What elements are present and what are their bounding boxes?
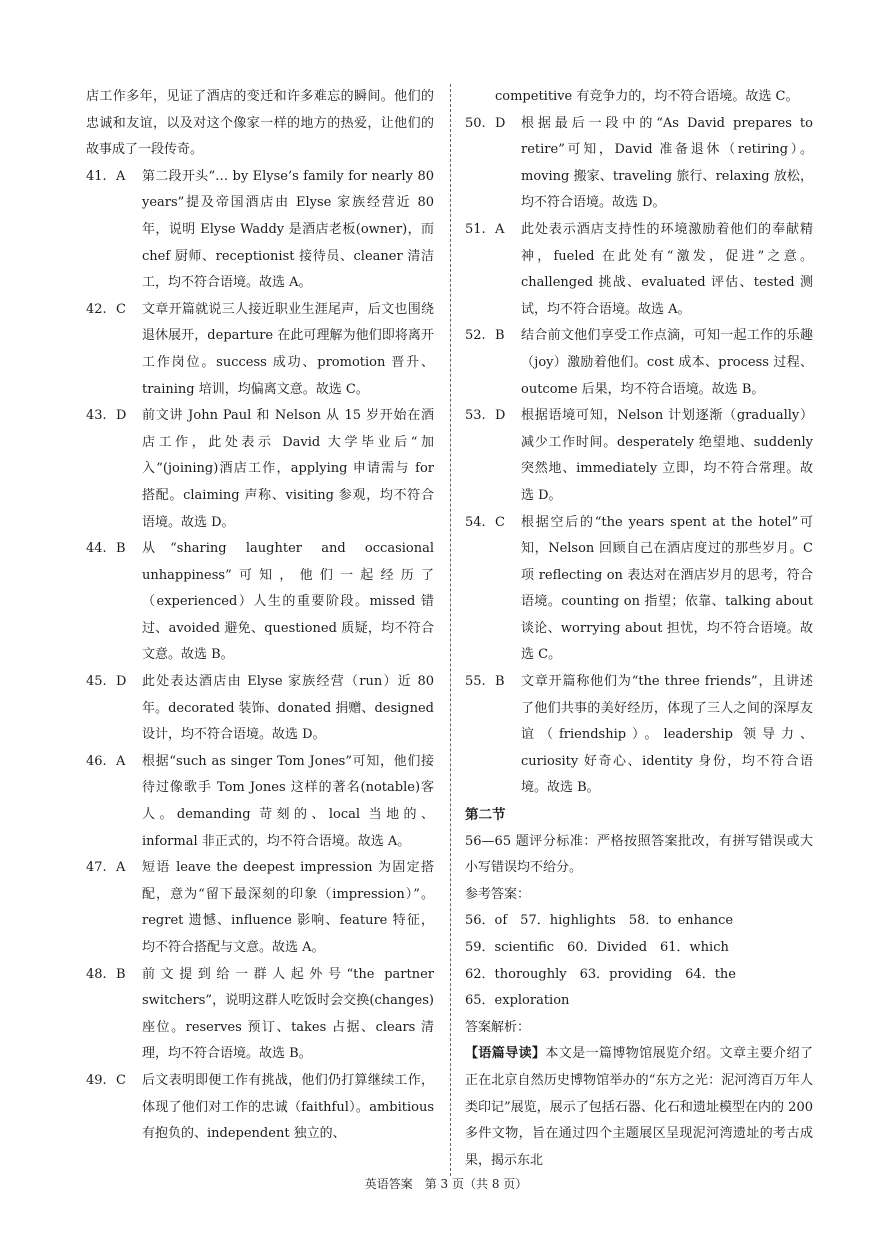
column-divider [450,84,451,1176]
item-number: 45. [86,674,107,690]
item-number: 53. [465,408,486,424]
item-number: 47. [86,860,107,876]
item-answer: B [495,674,505,690]
item-answer: B [495,328,505,344]
answer-item-41 [86,164,434,297]
page-footer: 英语答案 第 3 页（共 8 页） [364,1177,528,1191]
answer-item-53 [465,403,813,509]
answer-item-54 [465,510,813,670]
intro-paragraph: 店工作多年，见证了酒店的变迁和许多难忘的瞬间。他们的忠诚和友谊，以及对这个像家一样的地方的热爱，让他们的故事成了一段传奇。 [86,89,434,158]
right-column [465,84,813,1174]
passage-guide [465,1041,813,1174]
answer-row: 62．thoroughly 63．providing 64．the [465,966,736,982]
passage-guide-label: 【语篇导读】 [465,1046,546,1062]
item-explanation: 此处表示酒店支持性的环境激励着他们的奉献精神，fueled 在此处有“激发，促进”之意。challenged 挑战、evaluated 评估、tested 测试，均不符合语境。故选 A。 [521,221,813,317]
item-number: 48. [86,966,107,982]
item-answer: D [495,115,506,131]
item-number: 46. [86,753,107,769]
item-number: 43. [86,408,107,424]
left-column [86,84,434,1148]
item-explanation-continued: competitive 有竞争力的，均不符合语境。故选 C。 [495,89,799,104]
answer-row: 56．of 57．highlights 58．to enhance [465,913,734,929]
item-number: 42. [86,301,107,317]
item-answer: A [116,753,126,769]
item-answer: C [116,1072,126,1088]
answer-item-46 [86,749,434,855]
item-number: 55. [465,674,486,690]
item-explanation: 结合前文他们享受工作点滴，可知一起工作的乐趣（joy）激励着他们。cost 成本、process 过程、outcome 后果，均不符合语境。故选 B。 [521,328,813,397]
passage-guide-text: 本文是一篇博物馆展览介绍。文章主要介绍了正在北京自然历史博物馆举办的“东方之光：泥河湾百万年人类印记”展览，展示了包括石器、化石和遗址模型在内的 200 多件文物，旨在通过四个主题展区呈现泥河湾遗址的考古成果，揭示东北 [465,1046,813,1168]
item-explanation: 从“sharing laughter and occasional unhappiness”可知，他们一起经历了（experienced）人生的重要阶段。missed 错过、avoided 避免、questioned 质疑，均不符合文意。故选 B。 [142,541,434,663]
item-answer: C [495,514,505,530]
item-explanation: 第二段开头“… by Elyse’s family for nearly 80 years”提及帝国酒店由 Elyse 家族经营近 80 年，说明 Elyse Waddy 是酒店老板(owner)，而 chef 厨师、receptionist 接待员、cleaner 清洁工，均不符合语境。故选 A。 [142,168,434,291]
item-number: 44. [86,541,107,557]
answer-row: 65．exploration [465,993,570,1009]
answer-item-48 [86,962,434,1068]
item-answer: A [116,168,126,184]
answer-item-52 [465,323,813,403]
item-answer: D [116,674,127,690]
item-number: 51. [465,221,486,237]
answer-item-43 [86,403,434,536]
answer-item-51 [465,217,813,323]
item-explanation: 文章开篇称他们为“the three friends”，且讲述了他们共事的美好经历，体现了三人之间的深厚友谊（friendship）。leadership 领导力、curiosity 好奇心、identity 身份，均不符合语境。故选 B。 [521,674,813,796]
item-number: 49. [86,1072,107,1088]
answer-item-44 [86,536,434,669]
item-explanation: 前文讲 John Paul 和 Nelson 从 15 岁开始在酒店工作，此处表示 David 大学毕业后“加入”(joining)酒店工作，applying 申请需与 for 搭配。claiming 声称、visiting 参观，均不符合语境。故选 D。 [142,408,434,530]
item-answer: A [495,221,505,237]
answer-item-47 [86,855,434,961]
item-explanation: 短语 leave the deepest impression 为固定搭配，意为“留下最深刻的印象（impression）”。regret 遗憾、influence 影响、feature 特征，均不符合搭配与文意。故选 A。 [142,860,434,955]
item-explanation: 文章开篇就说三人接近职业生涯尾声，后文也围绕退休展开，departure 在此可理解为他们即将离开工作岗位。success 成功、promotion 晋升、training 培训，均偏离文意。故选 C。 [142,301,434,397]
answer-item-49-continued [465,84,813,111]
item-answer: B [116,966,126,982]
item-number: 52. [465,328,486,344]
item-answer: D [495,408,506,424]
answer-item-55 [465,669,813,802]
item-answer: B [116,541,126,557]
answer-item-49 [86,1068,434,1148]
item-number: 54. [465,514,486,530]
item-explanation: 根据“such as singer Tom Jones”可知，他们接待过像歌手 Tom Jones 这样的著名(notable)客人。demanding 苛刻的、local 当地的、informal 非正式的，均不符合语境。故选 A。 [142,753,434,849]
item-explanation: 后文表明即便工作有挑战，他们仍打算继续工作，体现了他们对工作的忠诚（faithful）。ambitious 有抱负的、independent 独立的、 [142,1072,434,1142]
answer-item-50 [465,111,813,217]
answer-item-42 [86,297,434,403]
item-answer: D [116,408,127,424]
item-explanation: 根据语境可知，Nelson 计划逐渐（gradually）减少工作时间。desperately 绝望地、suddenly 突然地、immediately 立即，均不符合常理。故选 D。 [521,408,813,503]
reference-answers-label: 参考答案： [465,886,531,902]
analysis-label: 答案解析： [465,1019,531,1035]
item-explanation: 根据最后一段中的“As David prepares to retire”可知，David 准备退休（retiring）。moving 搬家、traveling 旅行、relaxing 放松，均不符合语境。故选 D。 [521,115,813,211]
item-explanation: 根据空后的“the years spent at the hotel”可知，Nelson 回顾自己在酒店度过的那些岁月。C 项 reflecting on 表达对在酒店岁月的思考，符合语境。counting on 指望；依靠、talking about 谈论、worrying about 担忧，均不符合语境。故选 C。 [521,514,813,663]
scoring-criteria: 56—65 题评分标准：严格按照答案批改，有拼写错误或大小写错误均不给分。 [465,833,813,876]
item-answer: C [116,301,126,317]
item-number: 50. [465,115,486,131]
item-explanation: 前文提到给一群人起外号“the partner switchers”，说明这群人吃饭时会交换(changes)座位。reserves 预订、takes 占据、clears 清理，均不符合语境。故选 B。 [142,966,434,1062]
item-explanation: 此处表达酒店由 Elyse 家族经营（run）近 80 年。decorated 装饰、donated 捐赠、designed 设计，均不符合语境。故选 D。 [142,674,434,743]
item-number: 41. [86,168,107,184]
answer-item-45 [86,669,434,749]
item-answer: A [116,860,126,876]
answer-row: 59．scientific 60．Divided 61．which [465,940,729,955]
section-heading: 第二节 [465,807,506,824]
